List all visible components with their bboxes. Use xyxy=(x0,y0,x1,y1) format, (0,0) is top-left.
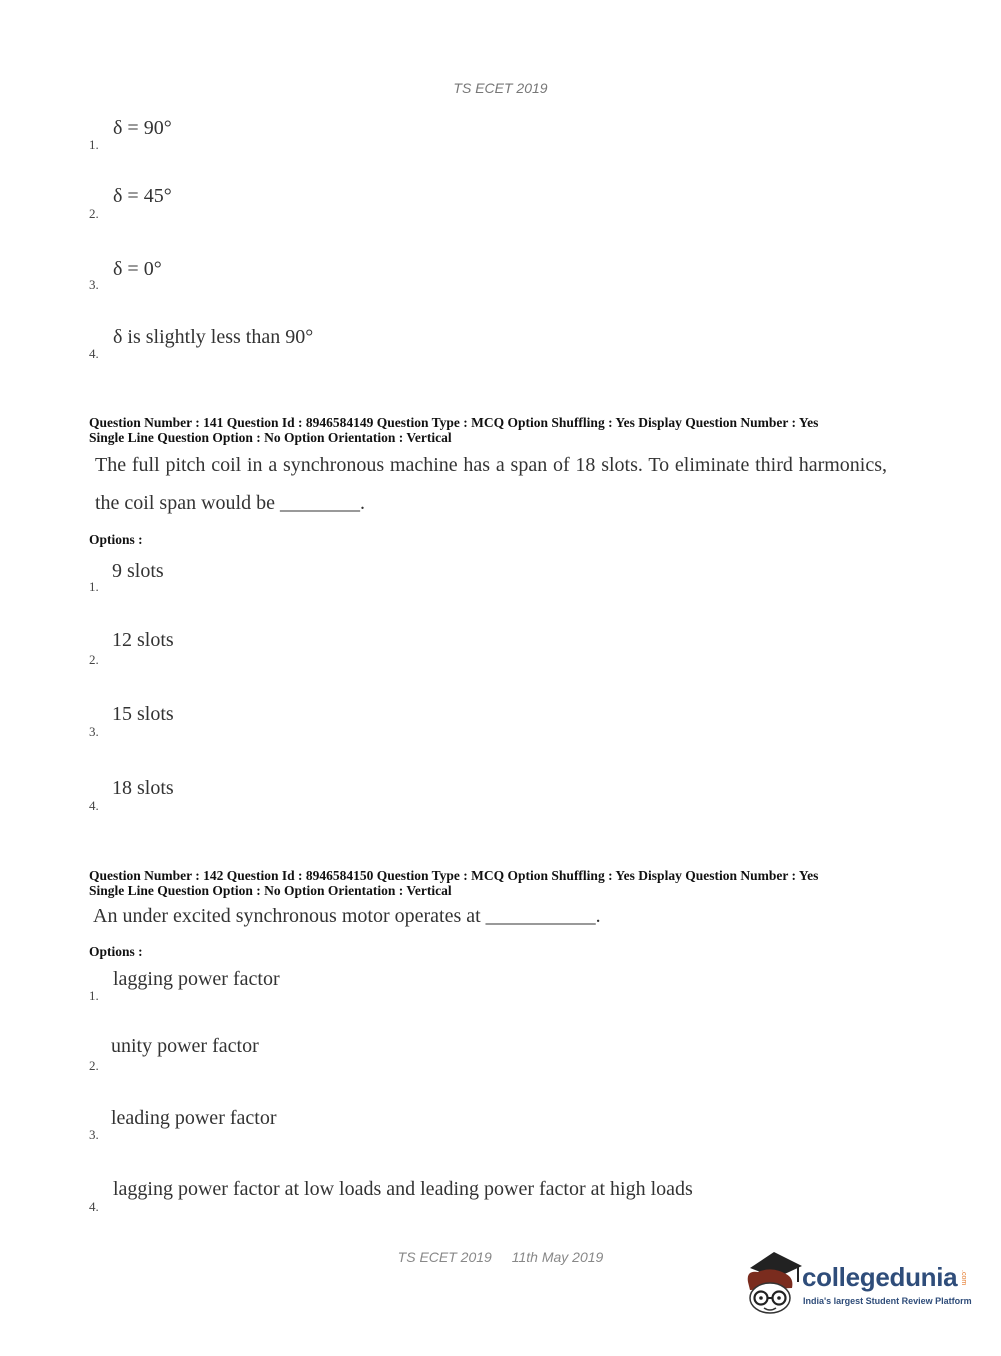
option-2-number: 2. xyxy=(89,1058,99,1073)
option-4-text: lagging power factor at low loads and leading power factor at high loads xyxy=(113,1178,693,1200)
options-label: Options : xyxy=(89,532,143,547)
question-142-text: An under excited synchronous motor operates at ___________. xyxy=(93,905,601,927)
question-meta-line: Single Line Question Option : No Option Orientation : Vertical xyxy=(89,430,452,445)
footer-exam: TS ECET 2019 xyxy=(397,1249,492,1265)
option-1-number: 1. xyxy=(89,579,99,594)
question-meta-line: Question Number : 142 Question Id : 8946584150 Question Type : MCQ Option Shuffling : Yes Display Question Number : Yes xyxy=(89,868,819,883)
option-4-number: 4. xyxy=(89,798,99,813)
option-3-number: 3. xyxy=(89,724,99,739)
option-4-number: 4. xyxy=(89,1199,99,1214)
logo-name: collegedunia xyxy=(802,1262,958,1292)
option-3-text: 15 slots xyxy=(112,703,174,725)
prev-option-1-number: 1. xyxy=(89,137,99,152)
prev-option-2-number: 2. xyxy=(89,206,99,221)
logo-suffix: .com xyxy=(960,1270,967,1286)
prev-option-1-text: δ = 90° xyxy=(113,117,172,139)
prev-option-3-text: δ = 0° xyxy=(113,258,162,280)
student-mascot-icon xyxy=(742,1248,804,1320)
option-1-number: 1. xyxy=(89,988,99,1003)
prev-option-3-number: 3. xyxy=(89,277,99,292)
question-142-meta xyxy=(89,868,909,898)
prev-option-4-text: δ is slightly less than 90° xyxy=(113,326,314,348)
option-4-text: 18 slots xyxy=(112,777,174,799)
question-meta-line: Question Number : 141 Question Id : 8946584149 Question Type : MCQ Option Shuffling : Yes Display Question Number : Yes xyxy=(89,415,819,430)
footer-date: 11th May 2019 xyxy=(511,1249,604,1265)
option-1-text: 9 slots xyxy=(112,560,164,582)
option-2-number: 2. xyxy=(89,652,99,667)
option-3-text: leading power factor xyxy=(111,1107,277,1129)
logo-tagline: India's largest Student Review Platform xyxy=(803,1296,972,1306)
option-3-number: 3. xyxy=(89,1127,99,1142)
prev-option-2-text: δ = 45° xyxy=(113,185,172,207)
options-label: Options : xyxy=(89,944,143,959)
question-141-text: The full pitch coil in a synchronous machine has a span of 18 slots. To eliminate third harmonics, the coil span would be ________. xyxy=(95,454,887,514)
question-meta-line: Single Line Question Option : No Option Orientation : Vertical xyxy=(89,883,452,898)
option-1-text: lagging power factor xyxy=(113,968,280,990)
question-141-meta xyxy=(89,415,909,445)
option-2-text: unity power factor xyxy=(111,1035,259,1057)
prev-option-4-number: 4. xyxy=(89,346,99,361)
page-header-title: TS ECET 2019 xyxy=(453,80,548,96)
collegedunia-logo xyxy=(742,1248,972,1320)
option-2-text: 12 slots xyxy=(112,629,174,651)
